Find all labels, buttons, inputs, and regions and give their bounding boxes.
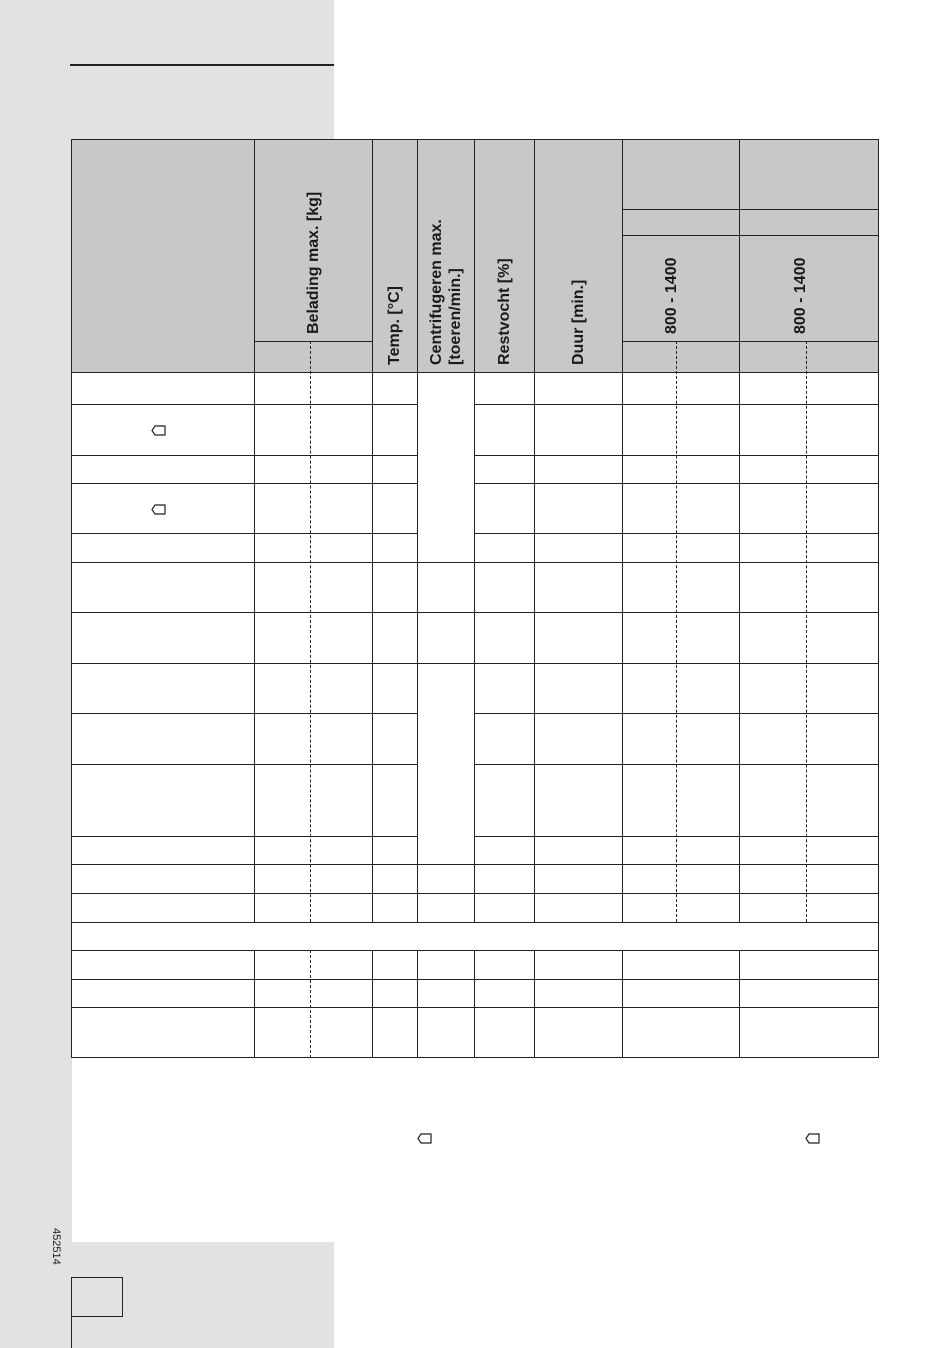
row-line-13 [71,922,879,923]
header-duration: Duur [min.] [570,279,587,365]
row-line-14 [71,950,879,951]
header-range-1: 800 - 1400 [663,257,680,334]
header-load: Belading max. [kg] [305,191,322,334]
row-line-10 [71,836,417,837]
header-temp: Temp. [°C] [386,286,403,365]
care-label-icon [417,1133,432,1144]
col-line-1 [254,139,255,922]
page-number-box [71,1277,123,1317]
row-line-2 [71,455,417,456]
header-moisture: Restvocht [%] [496,258,513,365]
col-line-3 [417,139,418,922]
header-bottom-border [71,372,879,373]
care-label-icon [805,1133,820,1144]
row-line-12 [71,893,879,894]
row-line-9r [474,764,878,765]
care-label-icon [151,504,166,515]
header-sub-line-load [254,341,372,342]
table-bottom-border [71,1057,879,1058]
dash-range2 [806,341,807,922]
row-line-16 [71,1007,879,1008]
row-line-15 [71,979,879,980]
row-line-3 [71,483,417,484]
row-line-9 [71,764,417,765]
col-line-4 [474,139,475,922]
row-line-11 [71,864,879,865]
row-line-4 [71,533,417,534]
row-line-8r [474,713,878,714]
table-left-border [71,139,72,1058]
document-number: 452514 [50,1228,62,1265]
row-line-3r [474,483,878,484]
row-line-7 [71,663,879,664]
table-right-border [878,139,879,1058]
row-line-8 [71,713,417,714]
row-line-6 [71,612,879,613]
care-label-icon [151,425,166,436]
row-line-1 [71,404,417,405]
col-line-4b [474,950,475,1058]
row-line-2r [474,455,878,456]
row-line-10r [474,836,878,837]
table-top-border [71,139,879,140]
col-line-7 [739,139,740,922]
header-sub-line-range [622,341,878,342]
header-line-b [622,235,878,236]
col-line-2 [372,139,373,922]
col-line-3b [417,950,418,1058]
col-line-5b [534,950,535,1058]
header-range-2: 800 - 1400 [792,257,809,334]
dash-range1 [676,341,677,922]
col-line-6 [622,139,623,922]
header-spin [427,195,465,365]
dash-load-b [310,950,311,1058]
col-line-1b [254,950,255,1058]
page-box-stem [71,1315,72,1348]
row-line-5 [71,562,879,563]
row-line-1r [474,404,878,405]
col-line-5 [534,139,535,922]
col-line-2b [372,950,373,1058]
col-line-6b [622,950,623,1058]
col-line-7b [739,950,740,1058]
header-spin-text: Centrifugeren max. [toeren/min.] [428,219,464,365]
dash-load [310,341,311,922]
row-line-4r [474,533,878,534]
header-line-a [622,209,878,210]
